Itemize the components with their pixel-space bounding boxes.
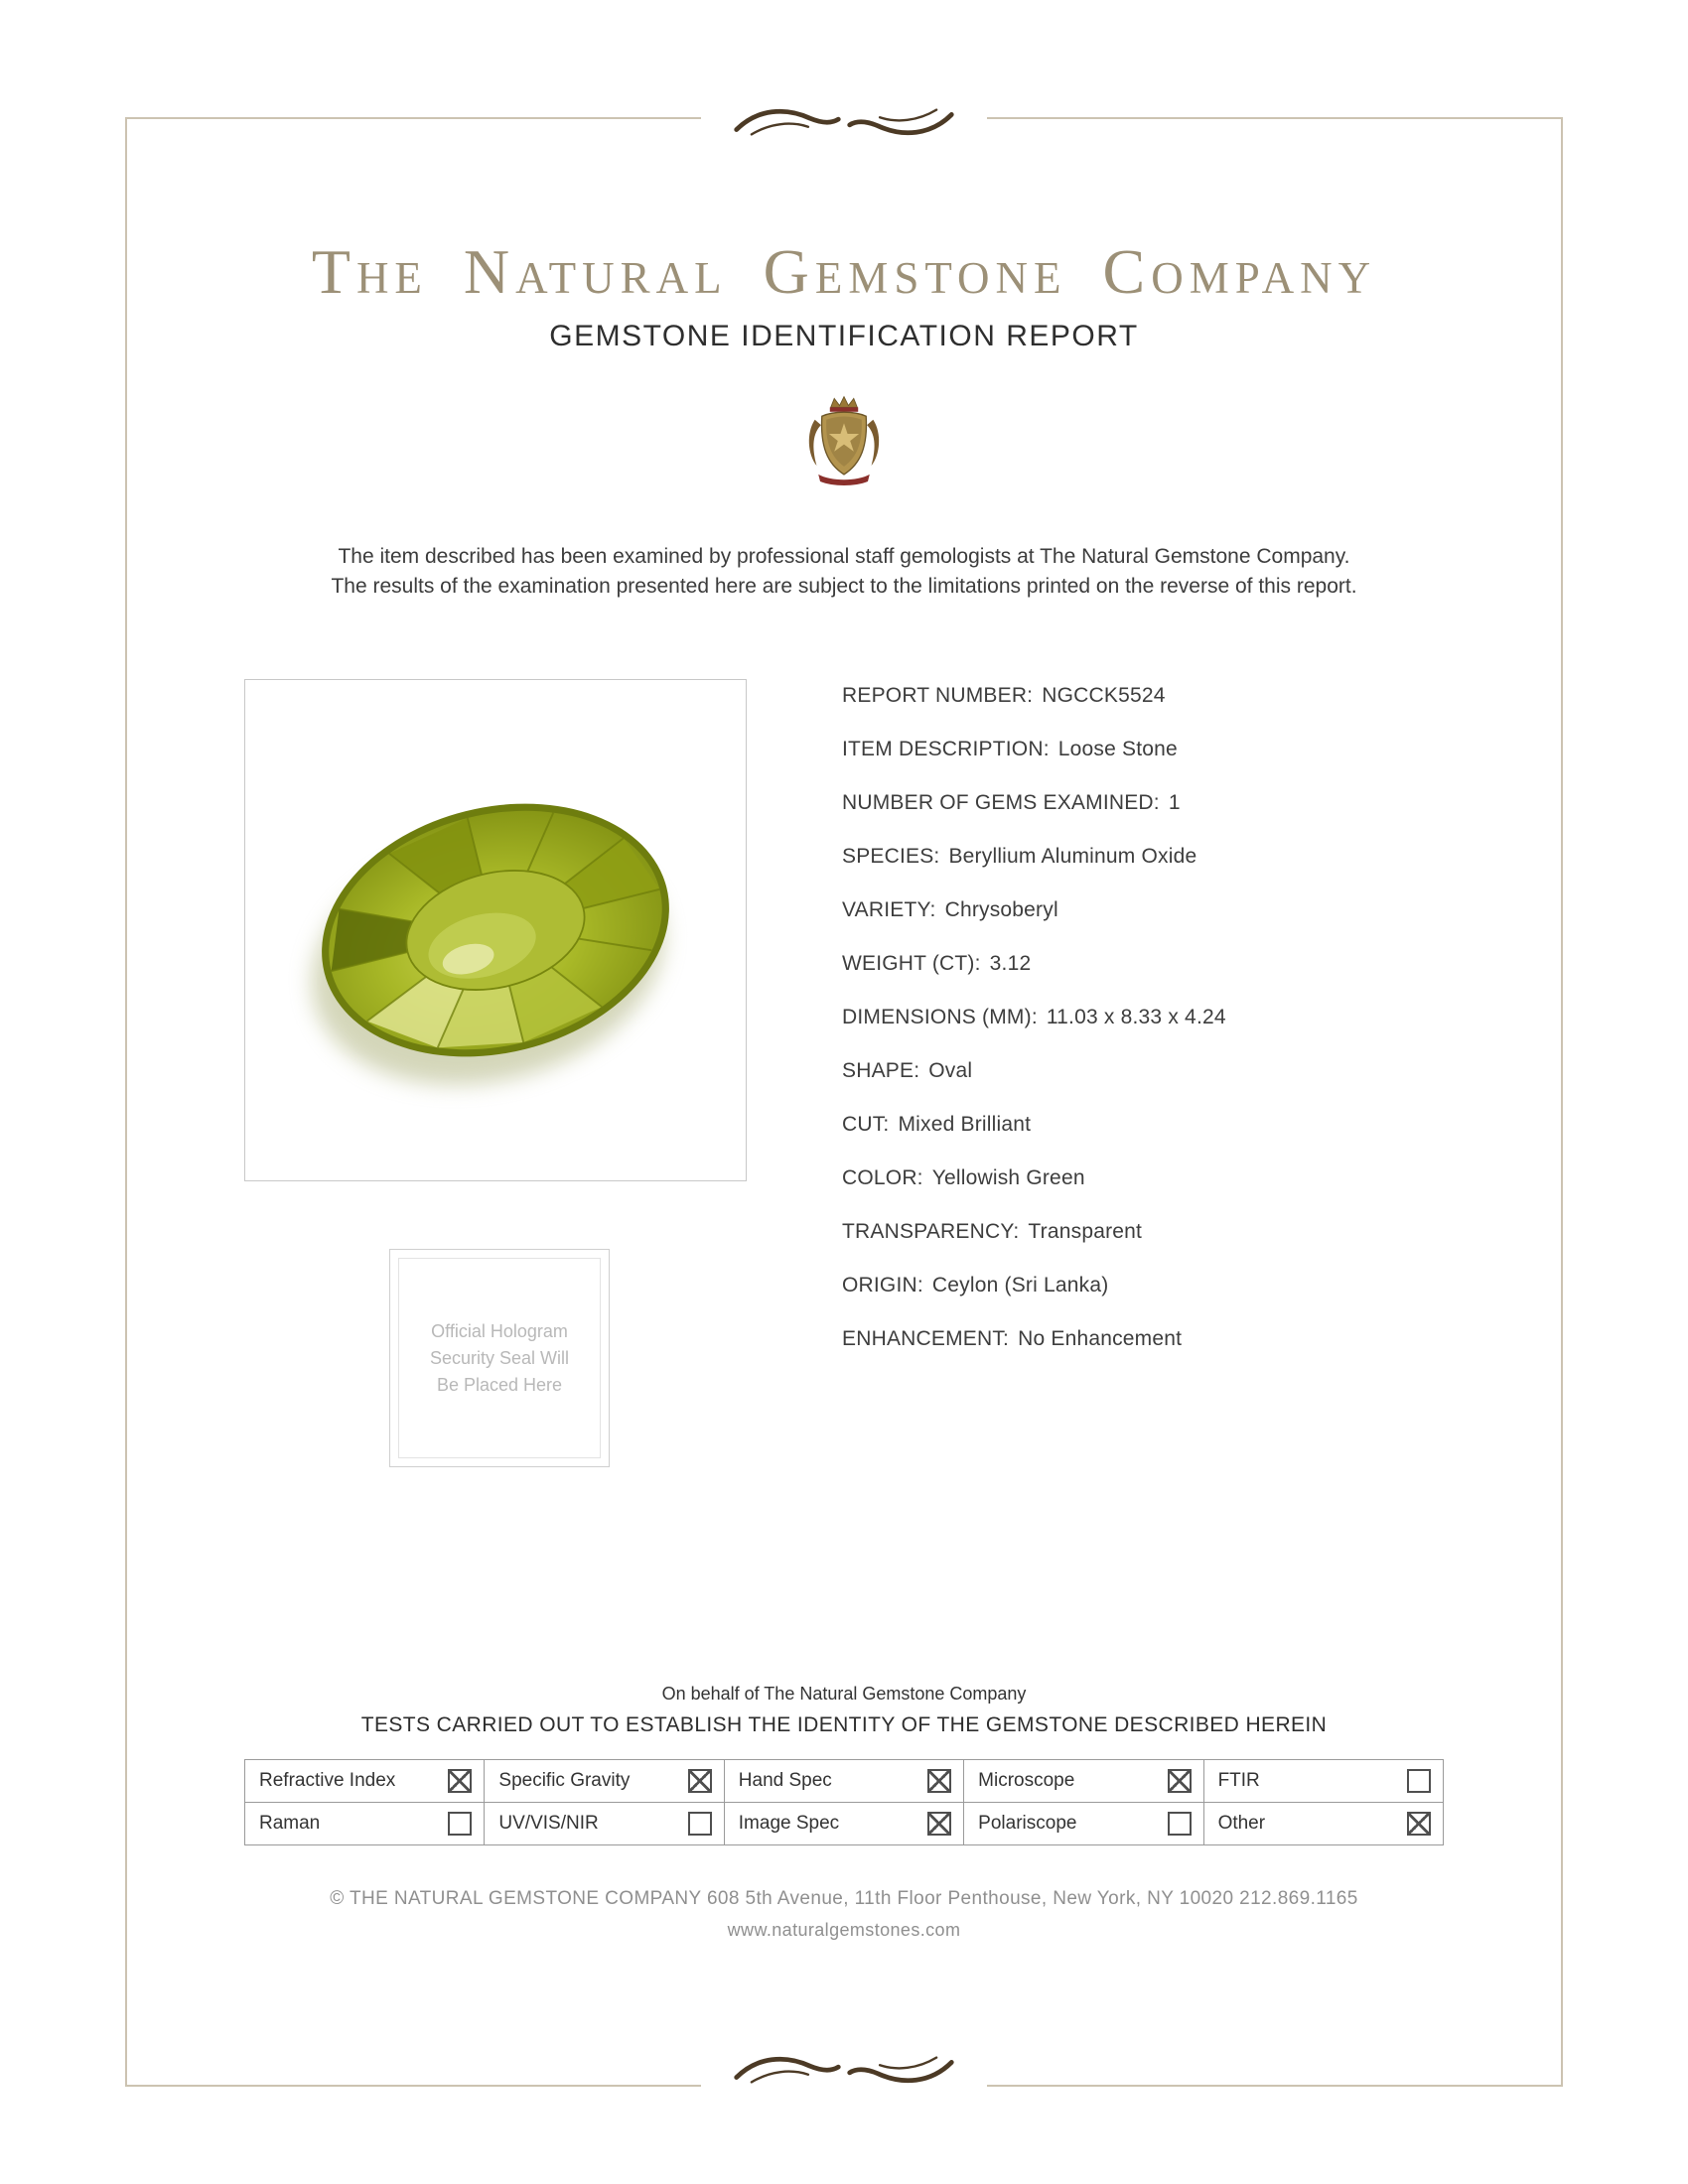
detail-row-item-description xyxy=(842,739,1458,759)
footer-address: © THE NATURAL GEMSTONE COMPANY 608 5th Avenue, 11th Floor Penthouse, New York, NY 10020 212.869.1165 xyxy=(330,1888,1358,1909)
checkbox-specific-gravity xyxy=(688,1769,712,1793)
detail-label: ORIGIN: xyxy=(842,1274,923,1297)
test-cell-image-spec xyxy=(724,1803,963,1845)
hologram-seal-inner xyxy=(398,1258,601,1458)
test-label: Refractive Index xyxy=(259,1770,396,1791)
checkbox-refractive-index xyxy=(448,1769,472,1793)
test-label: UV/VIS/NIR xyxy=(498,1813,599,1834)
detail-label: SHAPE: xyxy=(842,1059,920,1082)
top-flourish-icon xyxy=(701,97,987,147)
detail-value: Transparent xyxy=(1028,1220,1143,1243)
test-label: Other xyxy=(1217,1813,1266,1834)
calligraphic-flourish-icon xyxy=(731,2049,957,2091)
detail-label: SPECIES: xyxy=(842,845,940,868)
test-cell-uv-vis-nir xyxy=(485,1803,724,1845)
report-details xyxy=(842,685,1458,1382)
test-cell-specific-gravity xyxy=(485,1760,724,1803)
test-cell-ftir xyxy=(1203,1760,1443,1803)
detail-value: Ceylon (Sri Lanka) xyxy=(931,1274,1109,1297)
detail-row-origin xyxy=(842,1275,1458,1296)
test-cell-other xyxy=(1203,1803,1443,1845)
checkbox-image-spec xyxy=(927,1812,951,1836)
detail-value: Yellowish Green xyxy=(931,1166,1085,1189)
detail-label: REPORT NUMBER: xyxy=(842,684,1034,707)
detail-row-dimensions xyxy=(842,1007,1458,1027)
report-title: GEMSTONE IDENTIFICATION REPORT xyxy=(549,320,1139,352)
gem-photo xyxy=(281,751,710,1109)
tests-table xyxy=(244,1759,1444,1845)
detail-row-species xyxy=(842,846,1458,867)
detail-value: 1 xyxy=(1168,791,1181,814)
checkbox-uv-vis-nir xyxy=(688,1812,712,1836)
detail-value: Beryllium Aluminum Oxide xyxy=(948,845,1197,868)
checkbox-raman xyxy=(448,1812,472,1836)
test-label: Microscope xyxy=(978,1770,1075,1791)
bottom-flourish-icon xyxy=(701,2045,987,2095)
checkbox-microscope xyxy=(1168,1769,1192,1793)
detail-row-transparency xyxy=(842,1221,1458,1242)
detail-label: ENHANCEMENT: xyxy=(842,1327,1010,1350)
detail-row-enhancement xyxy=(842,1328,1458,1349)
detail-label: WEIGHT (CT): xyxy=(842,952,981,975)
detail-label: TRANSPARENCY: xyxy=(842,1220,1020,1243)
disclaimer-line-1: The item described has been examined by professional staff gemologists at The Natural Gemstone Company. xyxy=(338,545,1350,568)
test-label: Hand Spec xyxy=(738,1770,832,1791)
detail-row-cut xyxy=(842,1114,1458,1135)
hologram-seal-box xyxy=(389,1249,610,1467)
footer-website: www.naturalgemstones.com xyxy=(727,1920,961,1940)
test-label: Raman xyxy=(259,1813,321,1834)
company-crest-icon xyxy=(804,393,884,490)
detail-value: No Enhancement xyxy=(1018,1327,1183,1350)
checkbox-hand-spec xyxy=(927,1769,951,1793)
checkbox-ftir xyxy=(1407,1769,1431,1793)
tests-row-1 xyxy=(245,1760,1444,1803)
detail-row-color xyxy=(842,1167,1458,1188)
detail-label: ITEM DESCRIPTION: xyxy=(842,738,1050,760)
detail-value: Loose Stone xyxy=(1057,738,1178,760)
on-behalf-text: On behalf of The Natural Gemstone Company xyxy=(661,1684,1027,1704)
company-name: The Natural Gemstone Company xyxy=(311,236,1377,307)
tests-heading: TESTS CARRIED OUT TO ESTABLISH THE IDENTITY OF THE GEMSTONE DESCRIBED HEREIN xyxy=(360,1713,1328,1736)
gem-photo-box xyxy=(244,679,747,1181)
test-cell-polariscope xyxy=(964,1803,1203,1845)
detail-label: VARIETY: xyxy=(842,898,936,921)
test-label: Polariscope xyxy=(978,1813,1077,1834)
detail-value: 3.12 xyxy=(989,952,1032,975)
disclaimer xyxy=(0,542,1688,603)
checkbox-polariscope xyxy=(1168,1812,1192,1836)
test-cell-refractive-index xyxy=(245,1760,485,1803)
detail-label: NUMBER OF GEMS EXAMINED: xyxy=(842,791,1160,814)
tests-row-2 xyxy=(245,1803,1444,1845)
test-label: FTIR xyxy=(1217,1770,1260,1791)
detail-row-weight xyxy=(842,953,1458,974)
test-label: Specific Gravity xyxy=(498,1770,631,1791)
detail-value: NGCCK5524 xyxy=(1042,684,1166,707)
detail-value: 11.03 x 8.33 x 4.24 xyxy=(1046,1006,1226,1028)
hologram-text-line-3: Be Placed Here xyxy=(436,1374,563,1395)
test-cell-microscope xyxy=(964,1760,1203,1803)
hologram-text-line-1: Official Hologram xyxy=(431,1320,568,1341)
detail-row-variety xyxy=(842,899,1458,920)
detail-value: Chrysoberyl xyxy=(944,898,1058,921)
detail-label: DIMENSIONS (MM): xyxy=(842,1006,1038,1028)
detail-row-gems-examined xyxy=(842,792,1458,813)
checkbox-other xyxy=(1407,1812,1431,1836)
disclaimer-line-2: The results of the examination presented here are subject to the limitations printed on the reverse of this report. xyxy=(331,575,1357,599)
detail-value: Mixed Brilliant xyxy=(898,1113,1032,1136)
detail-label: COLOR: xyxy=(842,1166,923,1189)
test-cell-hand-spec xyxy=(724,1760,963,1803)
test-cell-raman xyxy=(245,1803,485,1845)
calligraphic-flourish-icon xyxy=(731,101,957,143)
detail-row-shape xyxy=(842,1060,1458,1081)
hologram-text-line-2: Security Seal Will xyxy=(429,1347,570,1368)
test-label: Image Spec xyxy=(738,1813,840,1834)
detail-label: CUT: xyxy=(842,1113,890,1136)
detail-row-report-number xyxy=(842,685,1458,706)
detail-value: Oval xyxy=(928,1059,973,1082)
